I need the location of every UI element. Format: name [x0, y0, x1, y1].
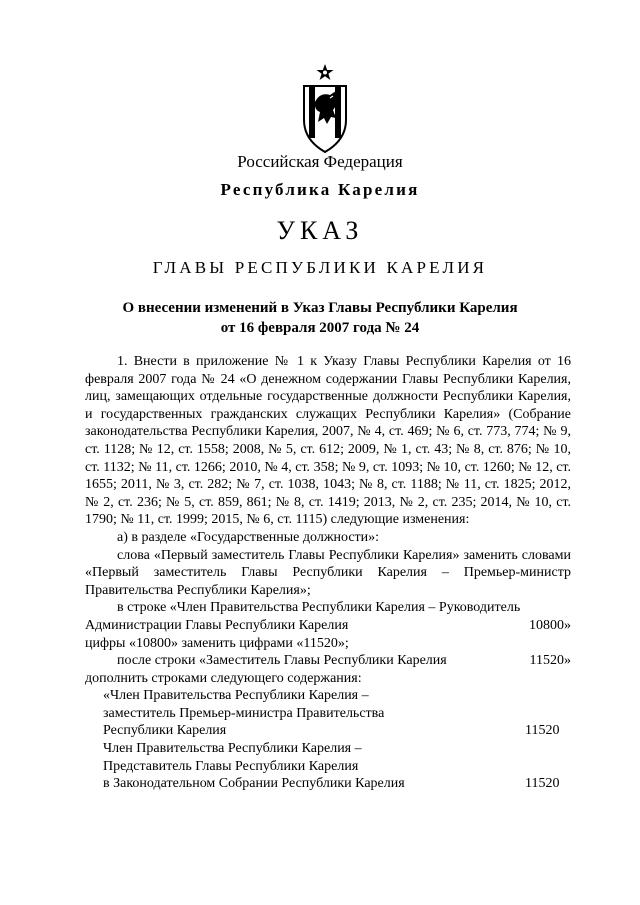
quote-line: в Законодательном Собрании Республики Карелия 11520: [103, 776, 560, 792]
quote-value: 11520: [525, 723, 560, 739]
decree-title-line-2: от 16 февраля 2007 года № 24: [220, 320, 420, 336]
row-admin-value: 10800»: [529, 617, 571, 633]
decree-title-line-1: О внесении изменений в Указ Главы Республики Карелия: [122, 300, 518, 316]
quote-line: заместитель Премьер-министра Правительства: [103, 705, 385, 721]
row-after-value: 11520»: [529, 653, 571, 669]
row-admin-label: Администрации Главы Республики Карелия: [85, 617, 349, 633]
document-type: УКАЗ: [276, 216, 364, 245]
supplement-text: дополнить строками следующего содержания:: [85, 670, 362, 686]
words-replacement: слова «Первый заместитель Главы Республики Карелия» заменить словами «Первый заместитель Главы Республики Карелия – Премьер-министр Правительства Республики Карелия»;: [85, 547, 571, 598]
karelia-coat-of-arms-icon: [300, 62, 350, 154]
quote-line: Член Правительства Республики Карелия –: [103, 741, 362, 757]
republic-name: Республика Карелия: [220, 180, 420, 199]
decree-body: [85, 353, 571, 793]
row-intro: в строке «Член Правительства Республики Карелия – Руководитель: [117, 600, 521, 616]
item-a: а) в разделе «Государственные должности»:: [117, 529, 380, 545]
row-after-label: после строки «Заместитель Главы Республики Карелия: [117, 653, 447, 669]
row-admin-line: [85, 617, 571, 635]
digits-replacement: цифры «10800» заменить цифрами «11520»;: [85, 635, 349, 651]
quote-value: 11520: [525, 776, 560, 792]
quote-line: Республики Карелия 11520: [103, 723, 560, 739]
paragraph-1: 1. Внести в приложение № 1 к Указу Главы Республики Карелия от 16 февраля 2007 года № 24 «О денежном содержании Главы Республики Карелия, лиц, замещающих отдельные государственные должности Республики Карелия, и государственных гражданских служащих Республики Карелия» (Собрание законодательства Республики Карелия, 2007, № 4, ст. 469; № 6, ст. 773, 774; № 9, ст. 1128; № 12, ст. 1558; 2008, № 5, ст. 612; 2009, № 1, ст. 43; № 8, ст. 876; № 10, ст. 1132; № 11, ст. 1266; 2010, № 4, ст. 358; № 9, ст. 1093; № 10, ст. 1260; № 12, ст. 1655; 2011, № 3, ст. 282; № 7, ст. 1038, 1043; № 8, ст. 1188; № 11, ст. 1825; 2012, № 2, ст. 236; № 5, ст. 859, 861; № 8, ст. 1419; 2013, № 2, ст. 235; 2014, № 10, ст. 1790; № 11, ст. 1999; 2015, № 6, ст. 1115) следующие изменения:: [85, 354, 571, 528]
row-after-line: [85, 652, 571, 670]
quote-line: «Член Правительства Республики Карелия –: [103, 688, 369, 704]
quote-line: Представитель Главы Республики Карелия: [103, 758, 359, 774]
issuer-title: ГЛАВЫ РЕСПУБЛИКИ КАРЕЛИЯ: [152, 258, 488, 277]
country-name: Российская Федерация: [237, 152, 403, 171]
